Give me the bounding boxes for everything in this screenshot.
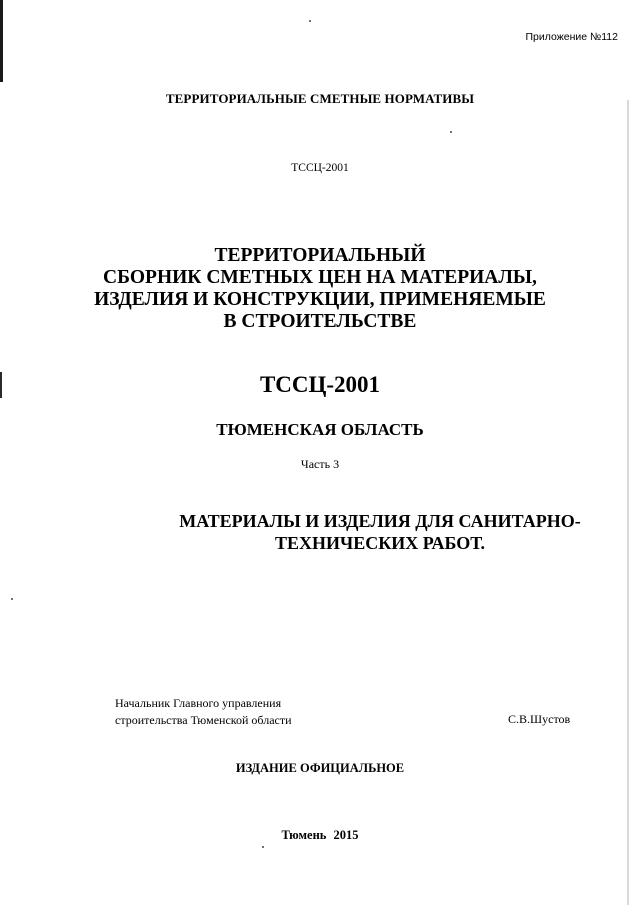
scan-speck	[309, 20, 311, 22]
signer-role-line: строительства Тюменской области	[115, 713, 292, 727]
signer-name: С.В.Шустов	[508, 712, 571, 726]
part-label: Часть 3	[300, 457, 340, 471]
collection-code-small: ТССЦ-2001	[291, 162, 349, 174]
place-and-year: Тюмень 2015	[281, 828, 359, 842]
scan-speck	[11, 598, 13, 600]
main-title-line: ТЕРРИТОРИАЛЬНЫЙ	[214, 245, 426, 266]
signer-role	[115, 695, 292, 729]
main-title-line: СБОРНИК СМЕТНЫХ ЦЕН НА МАТЕРИАЛЫ,	[103, 267, 537, 288]
scan-speck	[450, 131, 452, 133]
annex-label: Приложение №112	[525, 31, 618, 43]
signer-role-line: Начальник Главного управления	[115, 696, 282, 710]
region-title: ТЮМЕНСКАЯ ОБЛАСТЬ	[216, 420, 424, 439]
series-title: ТЕРРИТОРИАЛЬНЫЕ СМЕТНЫЕ НОРМАТИВЫ	[165, 91, 475, 106]
edition-label: ИЗДАНИЕ ОФИЦИАЛЬНОЕ	[235, 761, 405, 775]
scan-edge-mark	[0, 0, 3, 82]
scan-speck	[262, 846, 264, 848]
section-title-line: ТЕХНИЧЕСКИХ РАБОТ.	[275, 533, 485, 553]
scan-edge-line	[627, 100, 629, 905]
collection-code-large: ТССЦ-2001	[259, 372, 381, 397]
section-title-line: МАТЕРИАЛЫ И ИЗДЕЛИЯ ДЛЯ САНИТАРНО-	[179, 511, 581, 531]
section-title	[150, 510, 610, 554]
main-title-line: ИЗДЕЛИЯ И КОНСТРУКЦИИ, ПРИМЕНЯЕМЫЕ	[94, 289, 546, 310]
main-title-line: В СТРОИТЕЛЬСТВЕ	[223, 311, 417, 332]
main-title	[0, 245, 640, 333]
